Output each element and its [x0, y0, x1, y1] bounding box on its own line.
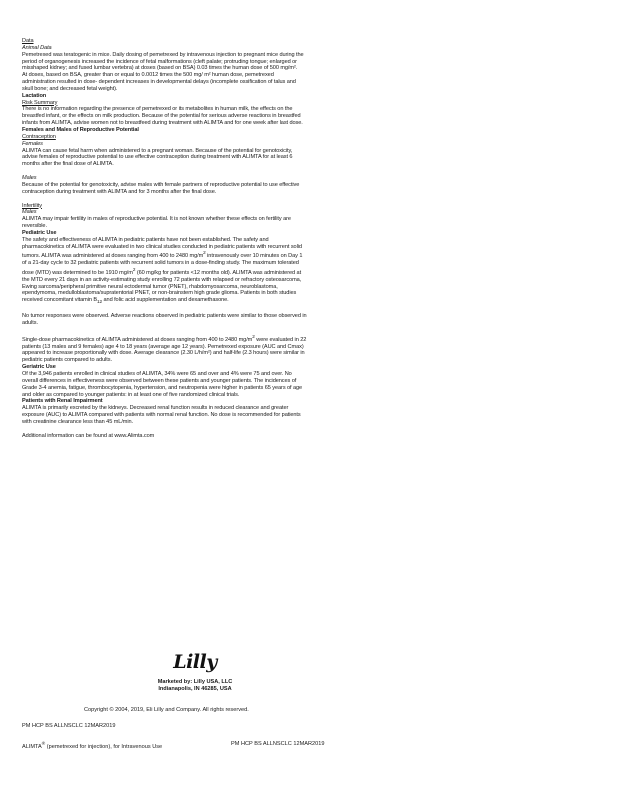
infertility-paragraph: ALIMTA may impair fertility in males of reproductive potential. It is not known whether these effects on fertility are reversible. — [22, 216, 291, 230]
animal-data-paragraph-1: Pemetrexed was teratogenic in mice. Daily dosing of pemetrexed by intravenous injection to pregnant mice during the period of organogenesis increased the incidence of fetal malformations (cleft palate; protruding tongue; enlarged or misshaped kidney; and fused lumbar vertebra) at doses (based on BSA) 0.03 times the human dose of 500 mg/m². — [22, 51, 304, 72]
females-paragraph: ALIMTA can cause fetal harm when administered to a pregnant woman. Because of the potential for genotoxicity, advise females of reproductive potential to use effective contraception during treatment with ALIMTA for at least 6 months after the final dose of ALIMTA. — [22, 147, 293, 168]
infertility-subheading: Infertility — [22, 202, 42, 209]
document-code: PM HCP BS ALLNSCLC 12MAR2019 — [22, 723, 116, 729]
pediatric-paragraph-2: No tumor responses were observed. Adverse reactions observed in pediatric patients were similar to those observed in adults. — [22, 313, 307, 327]
animal-data-paragraph-2: At doses, based on BSA, greater than or equal to 0.0012 times the 500 mg/ m² human dose, pemetrexed administration resulted in dose- dependent increases in developmental delays (incomplete ossification of talus and skull bone; and decreased fetal weight). — [22, 72, 296, 92]
females-label: Females — [22, 140, 43, 147]
copyright-notice: Copyright © 2004, 2019, Eli Lilly and Company. All rights reserved. — [84, 707, 249, 713]
contraception-subheading: Contraception — [22, 133, 56, 140]
risk-summary-subheading: Risk Summary — [22, 99, 58, 106]
lilly-logo: Lilly — [173, 651, 217, 673]
data-heading: Data — [22, 38, 34, 44]
reproductive-potential-heading: Females and Males of Reproductive Potential — [22, 126, 139, 133]
pediatric-use-heading: Pediatric Use — [22, 229, 57, 236]
infertility-males-label: Males — [22, 209, 37, 216]
geriatric-paragraph: Of the 3,946 patients enrolled in clinical studies of ALIMTA, 34% were 65 and over and 4% were 75 and over. No overall differences in effectiveness were observed between these patients and younger patients. The incidences of Grade 3-4 anemia, fatigue, thrombocytopenia, hypertension, and neutropenia were higher in patients 65 years of age and older as compared to younger patients: in at least one of five randomized clinical trials. — [22, 370, 303, 398]
address: Indianapolis, IN 46285, USA — [158, 686, 232, 692]
footer — [0, 652, 390, 693]
renal-paragraph: ALIMTA is primarily excreted by the kidneys. Decreased renal function results in reduced clearance and greater exposure (AUC) to ALIMTA compared with patients with normal renal function. No dose is recommended for patients with creatinine clearance less than 45 mL/min. — [22, 405, 301, 425]
pediatric-paragraph-1: The safety and effectiveness of ALIMTA in pediatric patients have not been established. The safety and pharmacokinetics of ALIMTA were evaluated in two clinical studies conducted in pediatric patients with recurrent solid tumors. ALIMTA was administered at doses ranging from 400 to 2480 $mg/m^2$ intravenously over 10 minutes on Day 1 of a 21-day cycle to 32 pediatric patients with recurrent solid tumors in a dose-finding study. The maximum tolerated dose (MTD) was determined to be 1910 $mg/m^2$ (60 mg/kg for patients <12 months old). ALIMTA was administered at the MTD every 21 days in an activity-estimating study enrolling 72 patients with relapsed or refractory osteosarcoma, Ewing sarcoma/peripheral primitive neural ectodermal tumor (PNET), rhabdomyosarcoma, neuroblastoma, ependymoma, medulloblastoma/supratentorial PNET, or non-brainstem high grade glioma. Patients in both studies received concomitant vitamin $B_{12}$ and folic acid supplementation and dexamethasone. — [22, 236, 303, 305]
marketed-by: Marketed by: Lilly USA, LLC — [157, 679, 233, 685]
document-body — [22, 38, 308, 440]
pediatric-paragraph-3: Single-dose pharmacokinetics of ALIMTA administered at doses ranging from 400 to 2480 $mg/m^2$ were evaluated in 22 patients (13 males and 9 females) age 4 to 18 years (average age 12 years). Pemetrexed exposure (AUC and Cmax) appeared to increase proportionally with dose. Average clearance (2.30 L/h/m²) and half-life (2.3 hours) were similar in pediatric patients compared to adults. — [22, 333, 307, 364]
geriatric-use-heading: Geriatric Use — [22, 364, 56, 371]
document-code-right: PM HCP BS ALLNSCLC 12MAR2019 — [231, 741, 325, 747]
product-line: ALIMTA® (pemetrexed for injection), for Intravenous Use — [22, 741, 163, 750]
males-label: Males — [22, 175, 37, 182]
lactation-paragraph: There is no information regarding the presence of pemetrexed or its metabolites in human milk, the effects on the breastfed infant, or the effects on milk production. Because of the potential for serious adverse reactions in breastfed infants from ALIMTA, advise women not to breastfeed during treatment with ALIMTA and for one week after last dose. — [22, 106, 303, 127]
renal-impairment-heading: Patients with Renal Impairment — [22, 398, 103, 405]
lactation-heading: Lactation — [22, 92, 47, 99]
animal-data-subheading: Animal Data — [22, 44, 52, 51]
additional-info: Additional information can be found at www.Alimta.com — [22, 432, 155, 439]
males-paragraph: Because of the potential for genotoxicity, advise males with female partners of reproductive potential to use effective contraception during treatment with ALIMTA and for 3 months after the final dose. — [22, 181, 300, 195]
